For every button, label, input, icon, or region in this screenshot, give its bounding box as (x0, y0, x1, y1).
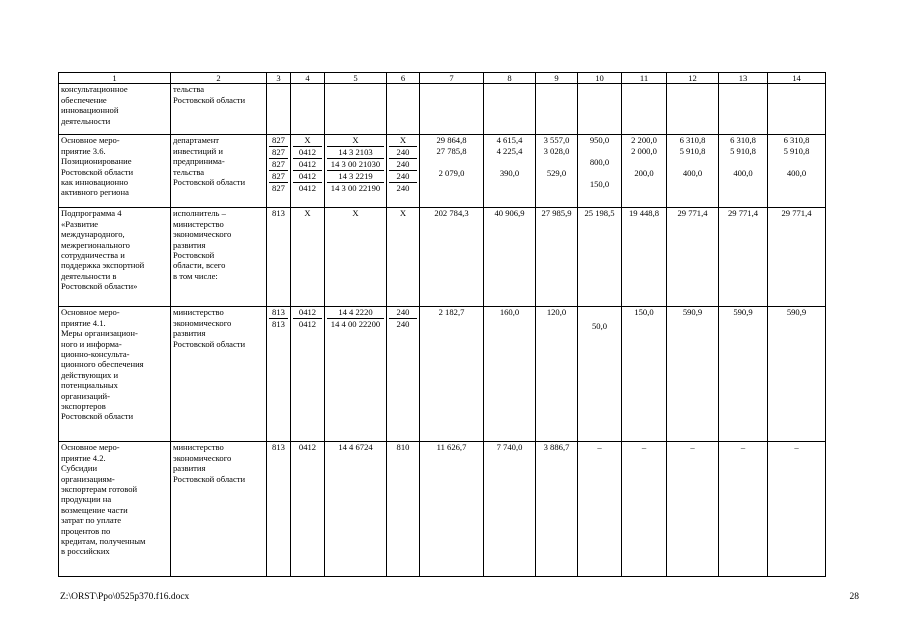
column-header: 10 (578, 73, 622, 84)
table-row (59, 208, 826, 307)
table-row (59, 442, 826, 577)
executor-cell: департамент инвестиций и предпринима- тельства Ростовской области (171, 135, 267, 208)
amount-cell: – (622, 442, 667, 577)
table-row (59, 84, 826, 135)
amount-cell: 25 198,5 (578, 208, 622, 307)
table-row (59, 307, 826, 442)
executor-cell: исполнитель – министерство экономического развития Ростовской области, всего в том числе: (171, 208, 267, 307)
amount-cell: – (768, 442, 826, 577)
amount-cell: 950,0 800,0 150,0 (578, 135, 622, 208)
executor-cell: тельства Ростовской области (171, 84, 267, 135)
column-header: 9 (536, 73, 578, 84)
expense-type-cell: Х 240 240 240 240 (387, 135, 420, 208)
amount-cell: 590,9 (667, 307, 719, 442)
amount-cell: 2 200,0 2 000,0 200,0 (622, 135, 667, 208)
program-name-cell: консультационное обеспечение инновационной деятельности (59, 84, 171, 135)
amount-cell: – (719, 442, 768, 577)
section-cell: 0412 (291, 442, 325, 577)
grbs-cell: 813 (267, 442, 291, 577)
column-header: 3 (267, 73, 291, 84)
grbs-cell: 813 813 (267, 307, 291, 442)
column-header: 1 (59, 73, 171, 84)
amount-cell: 29 771,4 (667, 208, 719, 307)
amount-cell: 29 864,8 27 785,8 2 079,0 (420, 135, 484, 208)
column-header: 7 (420, 73, 484, 84)
amount-cell: 50,0 (578, 307, 622, 442)
footer-file-path: Z:\ORST\Ppo\0525p370.f16.docx (60, 592, 190, 602)
target-article-cell: 14 4 2220 14 4 00 22200 (325, 307, 387, 442)
target-article-cell: Х (325, 208, 387, 307)
amount-cell: 3 557,0 3 028,0 529,0 (536, 135, 578, 208)
column-header: 14 (768, 73, 826, 84)
amount-cell: 150,0 (622, 307, 667, 442)
table-row (59, 135, 826, 208)
program-name-cell: Подпрограмма 4 «Развитие международного, межрегионального сотрудничества и поддержка экспортной деятельности в Ростовской области» (59, 208, 171, 307)
column-header: 8 (484, 73, 536, 84)
target-article-cell: 14 4 6724 (325, 442, 387, 577)
program-name-cell: Основное меро- приятие 3.6. Позиционирование Ростовской области как инновационно активного региона (59, 135, 171, 208)
amount-cell: 120,0 (536, 307, 578, 442)
expense-type-cell: 810 (387, 442, 420, 577)
amount-cell: 590,9 (768, 307, 826, 442)
column-header: 5 (325, 73, 387, 84)
page-number: 28 (849, 592, 859, 602)
program-name-cell: Основное меро- приятие 4.1. Меры организацион- ного и информа- ционно-консульта- ционного обеспечения действующих и потенциальных организаций- экспортеров Ростовской области (59, 307, 171, 442)
amount-cell: 4 615,4 4 225,4 390,0 (484, 135, 536, 208)
grbs-cell: 813 (267, 208, 291, 307)
amount-cell: 29 771,4 (719, 208, 768, 307)
column-header: 12 (667, 73, 719, 84)
amount-cell: 160,0 (484, 307, 536, 442)
amount-cell: 11 626,7 (420, 442, 484, 577)
expense-type-cell: Х (387, 208, 420, 307)
amount-cell: 7 740,0 (484, 442, 536, 577)
column-header: 2 (171, 73, 267, 84)
column-header: 11 (622, 73, 667, 84)
target-article-cell: Х 14 3 2103 14 3 00 21030 14 3 2219 14 3 00 22190 (325, 135, 387, 208)
amount-cell: – (667, 442, 719, 577)
executor-cell: министерство экономического развития Ростовской области (171, 307, 267, 442)
amount-cell: 6 310,8 5 910,8 400,0 (719, 135, 768, 208)
section-cell: Х 0412 0412 0412 0412 (291, 135, 325, 208)
amount-cell: 590,9 (719, 307, 768, 442)
amount-cell: – (578, 442, 622, 577)
column-header: 4 (291, 73, 325, 84)
amount-cell: 40 906,9 (484, 208, 536, 307)
grbs-cell: 827 827 827 827 827 (267, 135, 291, 208)
header-row (59, 73, 826, 84)
section-cell: 0412 0412 (291, 307, 325, 442)
executor-cell: министерство экономического развития Ростовской области (171, 442, 267, 577)
amount-cell: 29 771,4 (768, 208, 826, 307)
amount-cell: 6 310,8 5 910,8 400,0 (667, 135, 719, 208)
amount-cell: 2 182,7 (420, 307, 484, 442)
amount-cell: 27 985,9 (536, 208, 578, 307)
amount-cell: 6 310,8 5 910,8 400,0 (768, 135, 826, 208)
section-cell: Х (291, 208, 325, 307)
amount-cell: 3 886,7 (536, 442, 578, 577)
amount-cell: 19 448,8 (622, 208, 667, 307)
column-header: 13 (719, 73, 768, 84)
program-name-cell: Основное меро- приятие 4.2. Субсидии организациям- экспортерам готовой продукции на возмещение части затрат по уплате процентов по кредитам, полученным в российских (59, 442, 171, 577)
budget-table (58, 72, 826, 577)
amount-cell: 202 784,3 (420, 208, 484, 307)
column-header: 6 (387, 73, 420, 84)
expense-type-cell: 240 240 (387, 307, 420, 442)
